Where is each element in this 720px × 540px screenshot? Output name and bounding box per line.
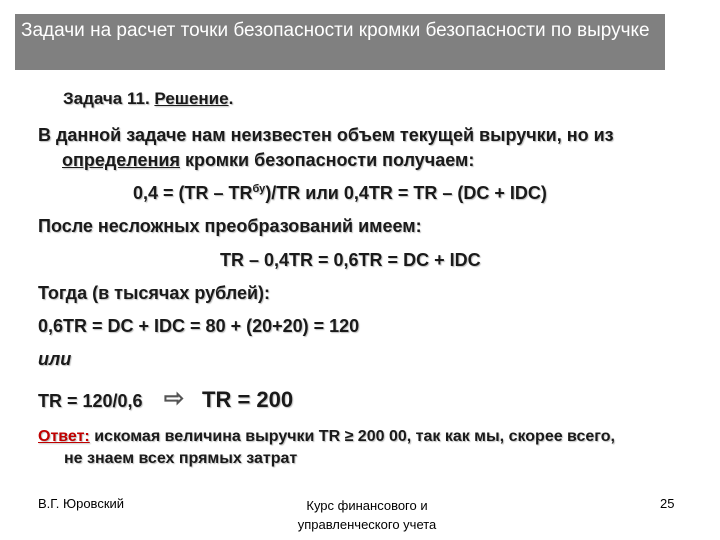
task-heading — [63, 89, 233, 109]
formula-1-part-1: 0,4 = (TR – TR — [133, 183, 253, 203]
answer-line-1 — [38, 428, 615, 446]
answer-text-1: искомая величина выручки TR ≥ 200 00, так как мы, скорее всего, — [89, 428, 615, 445]
task-label: Задача 11. — [63, 89, 150, 108]
task-dot: . — [228, 89, 234, 108]
answer-line-2: не знаем всех прямых затрат — [64, 450, 298, 467]
text-line-2 — [62, 150, 474, 171]
formula-4-right: TR = 200 — [202, 387, 294, 412]
or-text: или — [38, 349, 72, 369]
text-line-4: Тогда (в тысячах рублей): — [38, 283, 271, 303]
text-line-1: В данной задаче нам неизвестен объем текущей выручки, но из — [38, 125, 614, 145]
footer-course-line-2: управленческого учета — [297, 517, 437, 532]
text-line-3: После несложных преобразований имеем: — [38, 216, 422, 236]
formula-1-part-2: )/TR или 0,4TR = TR – (DC + IDC) — [265, 183, 547, 203]
formula-1-superscript: бу — [252, 183, 266, 195]
right-arrow-icon: ⇨ — [164, 385, 185, 412]
title-bar — [15, 14, 665, 70]
formula-1 — [133, 183, 547, 204]
footer-author: В.Г. Юровский — [38, 496, 125, 511]
formula-4-left: TR = 120/0,6 — [38, 391, 143, 411]
formula-2: TR – 0,4TR = 0,6TR = DC + IDC — [220, 250, 481, 270]
answer-label: Ответ: — [38, 428, 90, 445]
text-line-2-rest: кромки безопасности получаем: — [179, 150, 475, 170]
footer-course — [287, 496, 447, 534]
definition-word: определения — [62, 150, 180, 170]
solution-label: Решение — [154, 89, 229, 108]
footer-course-line-1: Курс финансового и — [306, 498, 428, 513]
slide-title: Задачи на расчет точки безопасности кромки безопасности по выручке — [21, 20, 650, 41]
page-number: 25 — [660, 496, 675, 511]
formula-3: 0,6TR = DC + IDC = 80 + (20+20) = 120 — [38, 316, 360, 336]
